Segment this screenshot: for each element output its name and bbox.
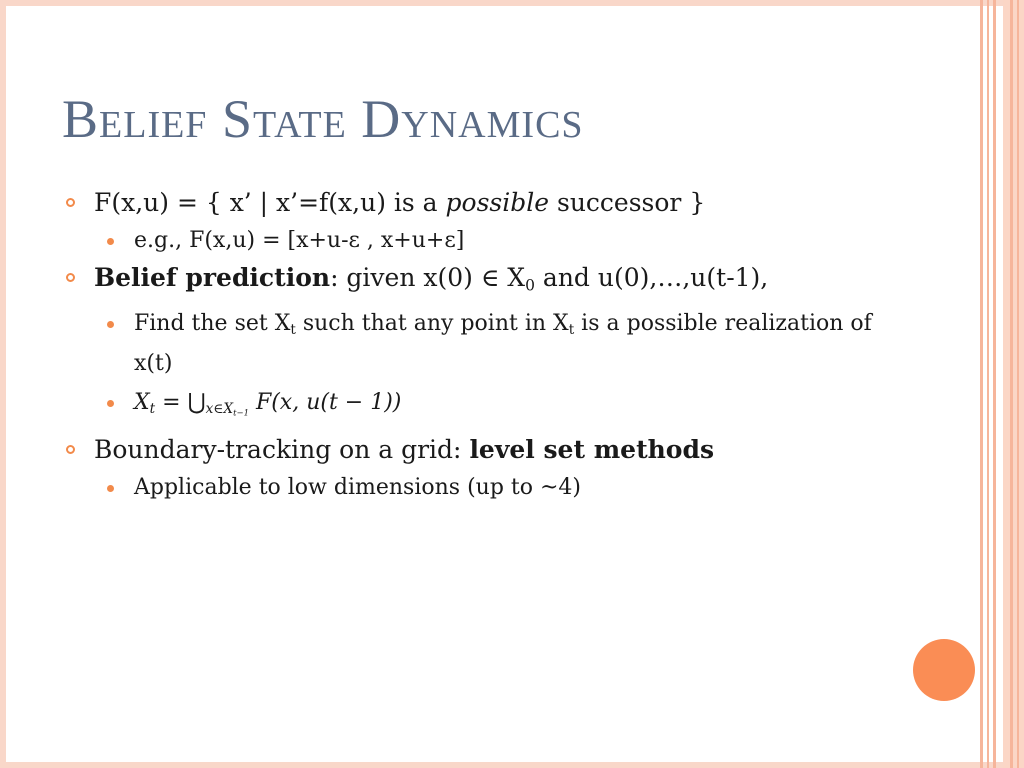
bullet-emphasis: possible xyxy=(445,188,550,217)
sub-bullet-text: such that any point in X xyxy=(295,310,569,336)
subscript: t xyxy=(290,321,296,338)
dot-bullet-icon xyxy=(107,238,114,245)
sub-bullet-item xyxy=(66,307,876,380)
subscript: t−1 xyxy=(233,407,249,418)
sub-bullet-text: e.g., F(x,u) = [x+u-ε , x+u+ε] xyxy=(134,228,465,253)
sub-bullet-text: Find the set X xyxy=(134,310,291,336)
bullet-text: successor } xyxy=(549,188,706,217)
right-border-stripe xyxy=(993,0,996,768)
bullet-strong: level set methods xyxy=(469,435,715,465)
sub-bullet-item xyxy=(66,224,876,257)
math-var: X xyxy=(134,389,150,415)
bullet-text: : given x(0) ∈ X xyxy=(330,263,526,292)
subscript: t xyxy=(568,321,575,338)
bullet-item xyxy=(66,433,876,467)
bullet-text: F(x,u) = { x’ | x’=f(x,u) is a xyxy=(94,188,446,217)
math-operator: = ⋃ xyxy=(155,389,206,415)
decorative-orb xyxy=(913,639,975,701)
dot-bullet-icon xyxy=(107,321,114,328)
circle-bullet-icon xyxy=(66,273,75,282)
sub-bullet-text: is a possible realization of x(t) xyxy=(134,310,872,376)
union-index: x∈X xyxy=(205,400,234,417)
slide-content xyxy=(66,186,876,508)
dot-bullet-icon xyxy=(107,485,114,492)
bullet-text: and u(0),…,u(t-1), xyxy=(534,263,769,292)
right-border-stripe xyxy=(1010,0,1013,768)
subscript: t xyxy=(149,400,156,417)
math-formula xyxy=(134,389,402,418)
subscript: 0 xyxy=(525,276,535,295)
slide-title: Belief State Dynamics xyxy=(62,89,584,149)
bullet-item xyxy=(66,261,876,303)
bullet-strong: Belief prediction xyxy=(94,263,331,292)
subscript xyxy=(206,401,249,417)
bullet-item xyxy=(66,186,876,220)
circle-bullet-icon xyxy=(66,198,75,207)
dot-bullet-icon xyxy=(107,400,114,407)
right-border-band xyxy=(1003,0,1024,768)
sub-bullet-item xyxy=(66,386,876,430)
right-border-stripe xyxy=(1017,0,1019,768)
sub-bullet-item xyxy=(66,471,876,504)
right-border-stripe xyxy=(980,0,983,768)
right-border-stripe xyxy=(987,0,989,768)
circle-bullet-icon xyxy=(66,445,75,454)
math-expression: F(x, u(t − 1)) xyxy=(248,389,402,415)
bullet-text: Boundary-tracking on a grid: xyxy=(94,435,470,465)
sub-bullet-text: Applicable to low dimensions (up to ~4) xyxy=(134,475,581,501)
